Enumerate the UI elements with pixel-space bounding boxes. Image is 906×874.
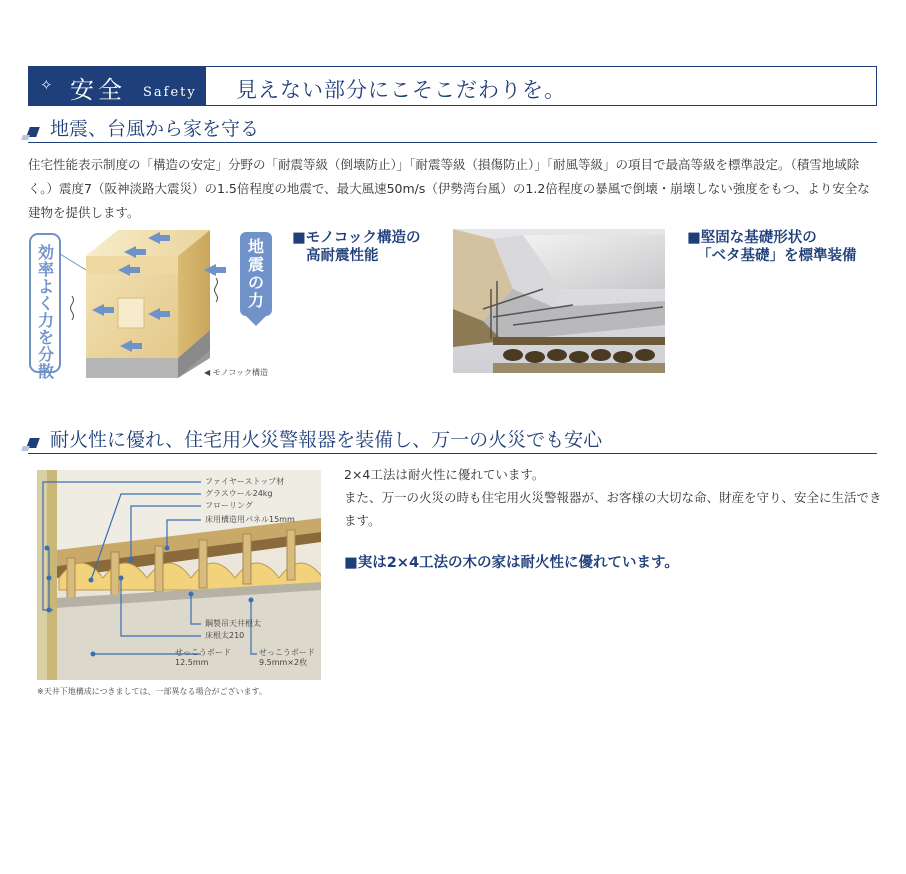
callout-foundation-line2: 「ベタ基礎」を標準装備 bbox=[697, 248, 857, 264]
label-board-right-line2: 9.5mm×2枚 bbox=[259, 658, 308, 667]
heading-marker-icon bbox=[26, 438, 40, 448]
heading-marker-icon bbox=[26, 127, 40, 137]
fire-text bbox=[344, 463, 884, 532]
monocoque-diagram bbox=[28, 226, 278, 382]
monocoque-illustration bbox=[28, 226, 278, 382]
sparkle-icon: ✧ bbox=[40, 76, 53, 94]
header-label-block bbox=[28, 66, 206, 106]
label-steel-joist: 鋼製吊天井根太 bbox=[205, 619, 261, 628]
callout-monocoque-line2: 高耐震性能 bbox=[306, 248, 379, 264]
foundation-photo bbox=[453, 229, 665, 373]
callout-monocoque bbox=[292, 229, 421, 265]
foundation-illustration bbox=[453, 229, 665, 373]
label-board-right bbox=[259, 648, 315, 668]
diagram-right-label: 地震の力 bbox=[247, 237, 264, 310]
diagram-caption: ◀ モノコック構造 bbox=[204, 368, 269, 377]
diagram-footnote: ※天井下地構成につきましては、一部異なる場合がございます。 bbox=[37, 687, 267, 696]
fire-section-diagram bbox=[37, 470, 321, 680]
label-firestop: ファイヤーストップ材 bbox=[205, 477, 285, 486]
fire-text-line2: また、万一の火災の時も住宅用火災警報器が、お客様の大切な命、財産を守り、安全に生活できます。 bbox=[344, 490, 882, 528]
section1-rule bbox=[28, 142, 877, 143]
label-glasswool: グラスウール24kg bbox=[205, 489, 273, 498]
fire-text-line1: 2×4工法は耐火性に優れています。 bbox=[344, 467, 545, 482]
label-floor-joist: 床根太210 bbox=[205, 631, 245, 640]
header-label-jp: 安全 bbox=[70, 76, 126, 104]
label-flooring: フローリング bbox=[205, 501, 253, 510]
label-board-right-line1: せっこうボード bbox=[259, 648, 315, 657]
section1-heading bbox=[28, 114, 259, 141]
header-title: 見えない部分にこそこだわりを。 bbox=[236, 78, 566, 102]
label-board-left bbox=[175, 648, 231, 668]
section2-heading bbox=[28, 425, 602, 452]
header-label-en: Safety bbox=[143, 85, 197, 100]
label-board-left-line2: 12.5mm bbox=[175, 658, 209, 667]
callout-foundation-line1: ■堅固な基礎形状の bbox=[687, 230, 817, 246]
label-floor-panel: 床用構造用パネル15mm bbox=[205, 515, 295, 524]
diagram-left-label: 効率よく力を分散 bbox=[37, 243, 54, 381]
fire-callout: ■実は2×4工法の木の家は耐火性に優れています。 bbox=[344, 555, 679, 571]
callout-monocoque-line1: ■モノコック構造の bbox=[292, 230, 421, 246]
section2-heading-text: 耐火性に優れ、住宅用火災警報器を装備し、万一の火災でも安心 bbox=[50, 429, 603, 451]
section1-paragraph: 住宅性能表示制度の「構造の安定」分野の「耐震等級（倒壊防止）」「耐震等級（損傷防止）」「耐風等級」の項目で最高等級を標準設定。（積雪地域除く。）震度7（阪神淡路大震災）の1.5倍程度の地震で、最大風速50m/s（伊勢湾台風）の1.2倍程度の暴風で倒壊・崩壊しない強度をもつ、より安全な建物を提供します。 bbox=[28, 157, 870, 220]
label-board-left-line1: せっこうボード bbox=[175, 648, 231, 657]
section2-rule bbox=[28, 453, 877, 454]
callout-foundation bbox=[687, 229, 857, 265]
section1-heading-text: 地震、台風から家を守る bbox=[50, 118, 260, 140]
